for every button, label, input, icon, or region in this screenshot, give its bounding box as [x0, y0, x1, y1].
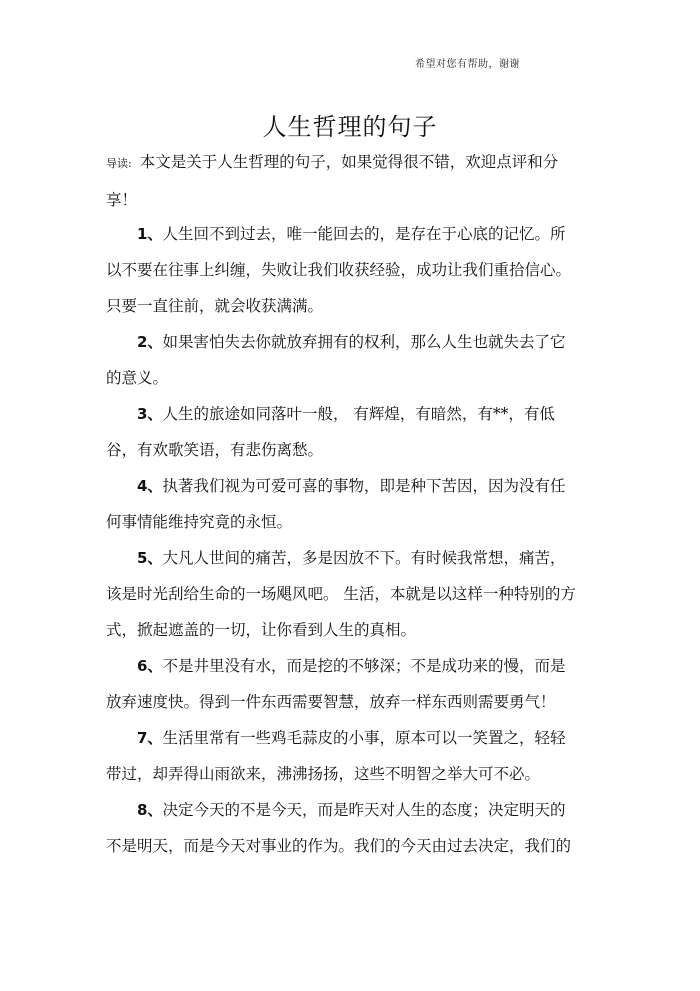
paragraph-text: 人生的旅途如同落叶一般， 有辉煌，有暗然，有**，有低谷，有欢歌笑语，有悲伤离愁。 [106, 405, 555, 459]
paragraph-number: 1、 [137, 225, 163, 243]
paragraph-number: 8、 [137, 801, 163, 819]
paragraph-5 [106, 540, 576, 648]
paragraph-text: 不是井里没有水，而是挖的不够深；不是成功来的慢，而是放弃速度快。得到一件东西需要智慧，放弃一样东西则需要勇气！ [106, 657, 566, 711]
paragraph-text: 大凡人世间的痛苦，多是因放不下。有时候我常想，痛苦，该是时光刮给生命的一场飓风吧。 生活，本就是以这样一种特别的方式，掀起遮盖的一切，让你看到人生的真相。 [106, 549, 576, 639]
paragraph-number: 7、 [137, 729, 163, 747]
paragraph-text: 决定今天的不是今天，而是昨天对人生的态度；决定明天的不是明天，而是今天对事业的作为。我们的今天由过去决定，我们的 [106, 801, 572, 855]
paragraph-2 [106, 324, 576, 396]
paragraph-number: 6、 [137, 657, 163, 675]
paragraph-number: 3、 [137, 405, 163, 423]
paragraph-text: 生活里常有一些鸡毛蒜皮的小事，原本可以一笑置之，轻轻带过，却弄得山雨欲来，沸沸扬扬，这些不明智之举大可不必。 [106, 729, 566, 783]
paragraph-7 [106, 720, 576, 792]
page-title: 人生哲理的句子 [262, 113, 438, 141]
paragraph-text: 人生回不到过去，唯一能回去的，是存在于心底的记忆。所以不要在往事上纠缠，失败让我们收获经验，成功让我们重拾信心。只要一直往前，就会收获满满。 [106, 225, 572, 315]
intro-label: 导读: [106, 157, 132, 170]
content-body [106, 216, 576, 864]
intro-text: 本文是关于人生哲理的句子，如果觉得很不错，欢迎点评和分享！ [106, 153, 559, 209]
paragraph-number: 5、 [137, 549, 163, 567]
paragraph-text: 如果害怕失去你就放弃拥有的权利，那么人生也就失去了它的意义。 [106, 333, 566, 387]
paragraph-3 [106, 396, 576, 468]
paragraph-1 [106, 216, 576, 324]
paragraph-4 [106, 468, 576, 540]
paragraph-8 [106, 792, 576, 864]
paragraph-6 [106, 648, 576, 720]
paragraph-number: 4、 [137, 477, 163, 495]
paragraph-number: 2、 [137, 333, 163, 351]
paragraph-text: 执著我们视为可爱可喜的事物，即是种下苦因，因为没有任何事情能维持究竟的永恒。 [106, 477, 566, 531]
intro-paragraph [106, 144, 576, 218]
header-note: 希望对您有帮助，谢谢 [415, 59, 520, 70]
